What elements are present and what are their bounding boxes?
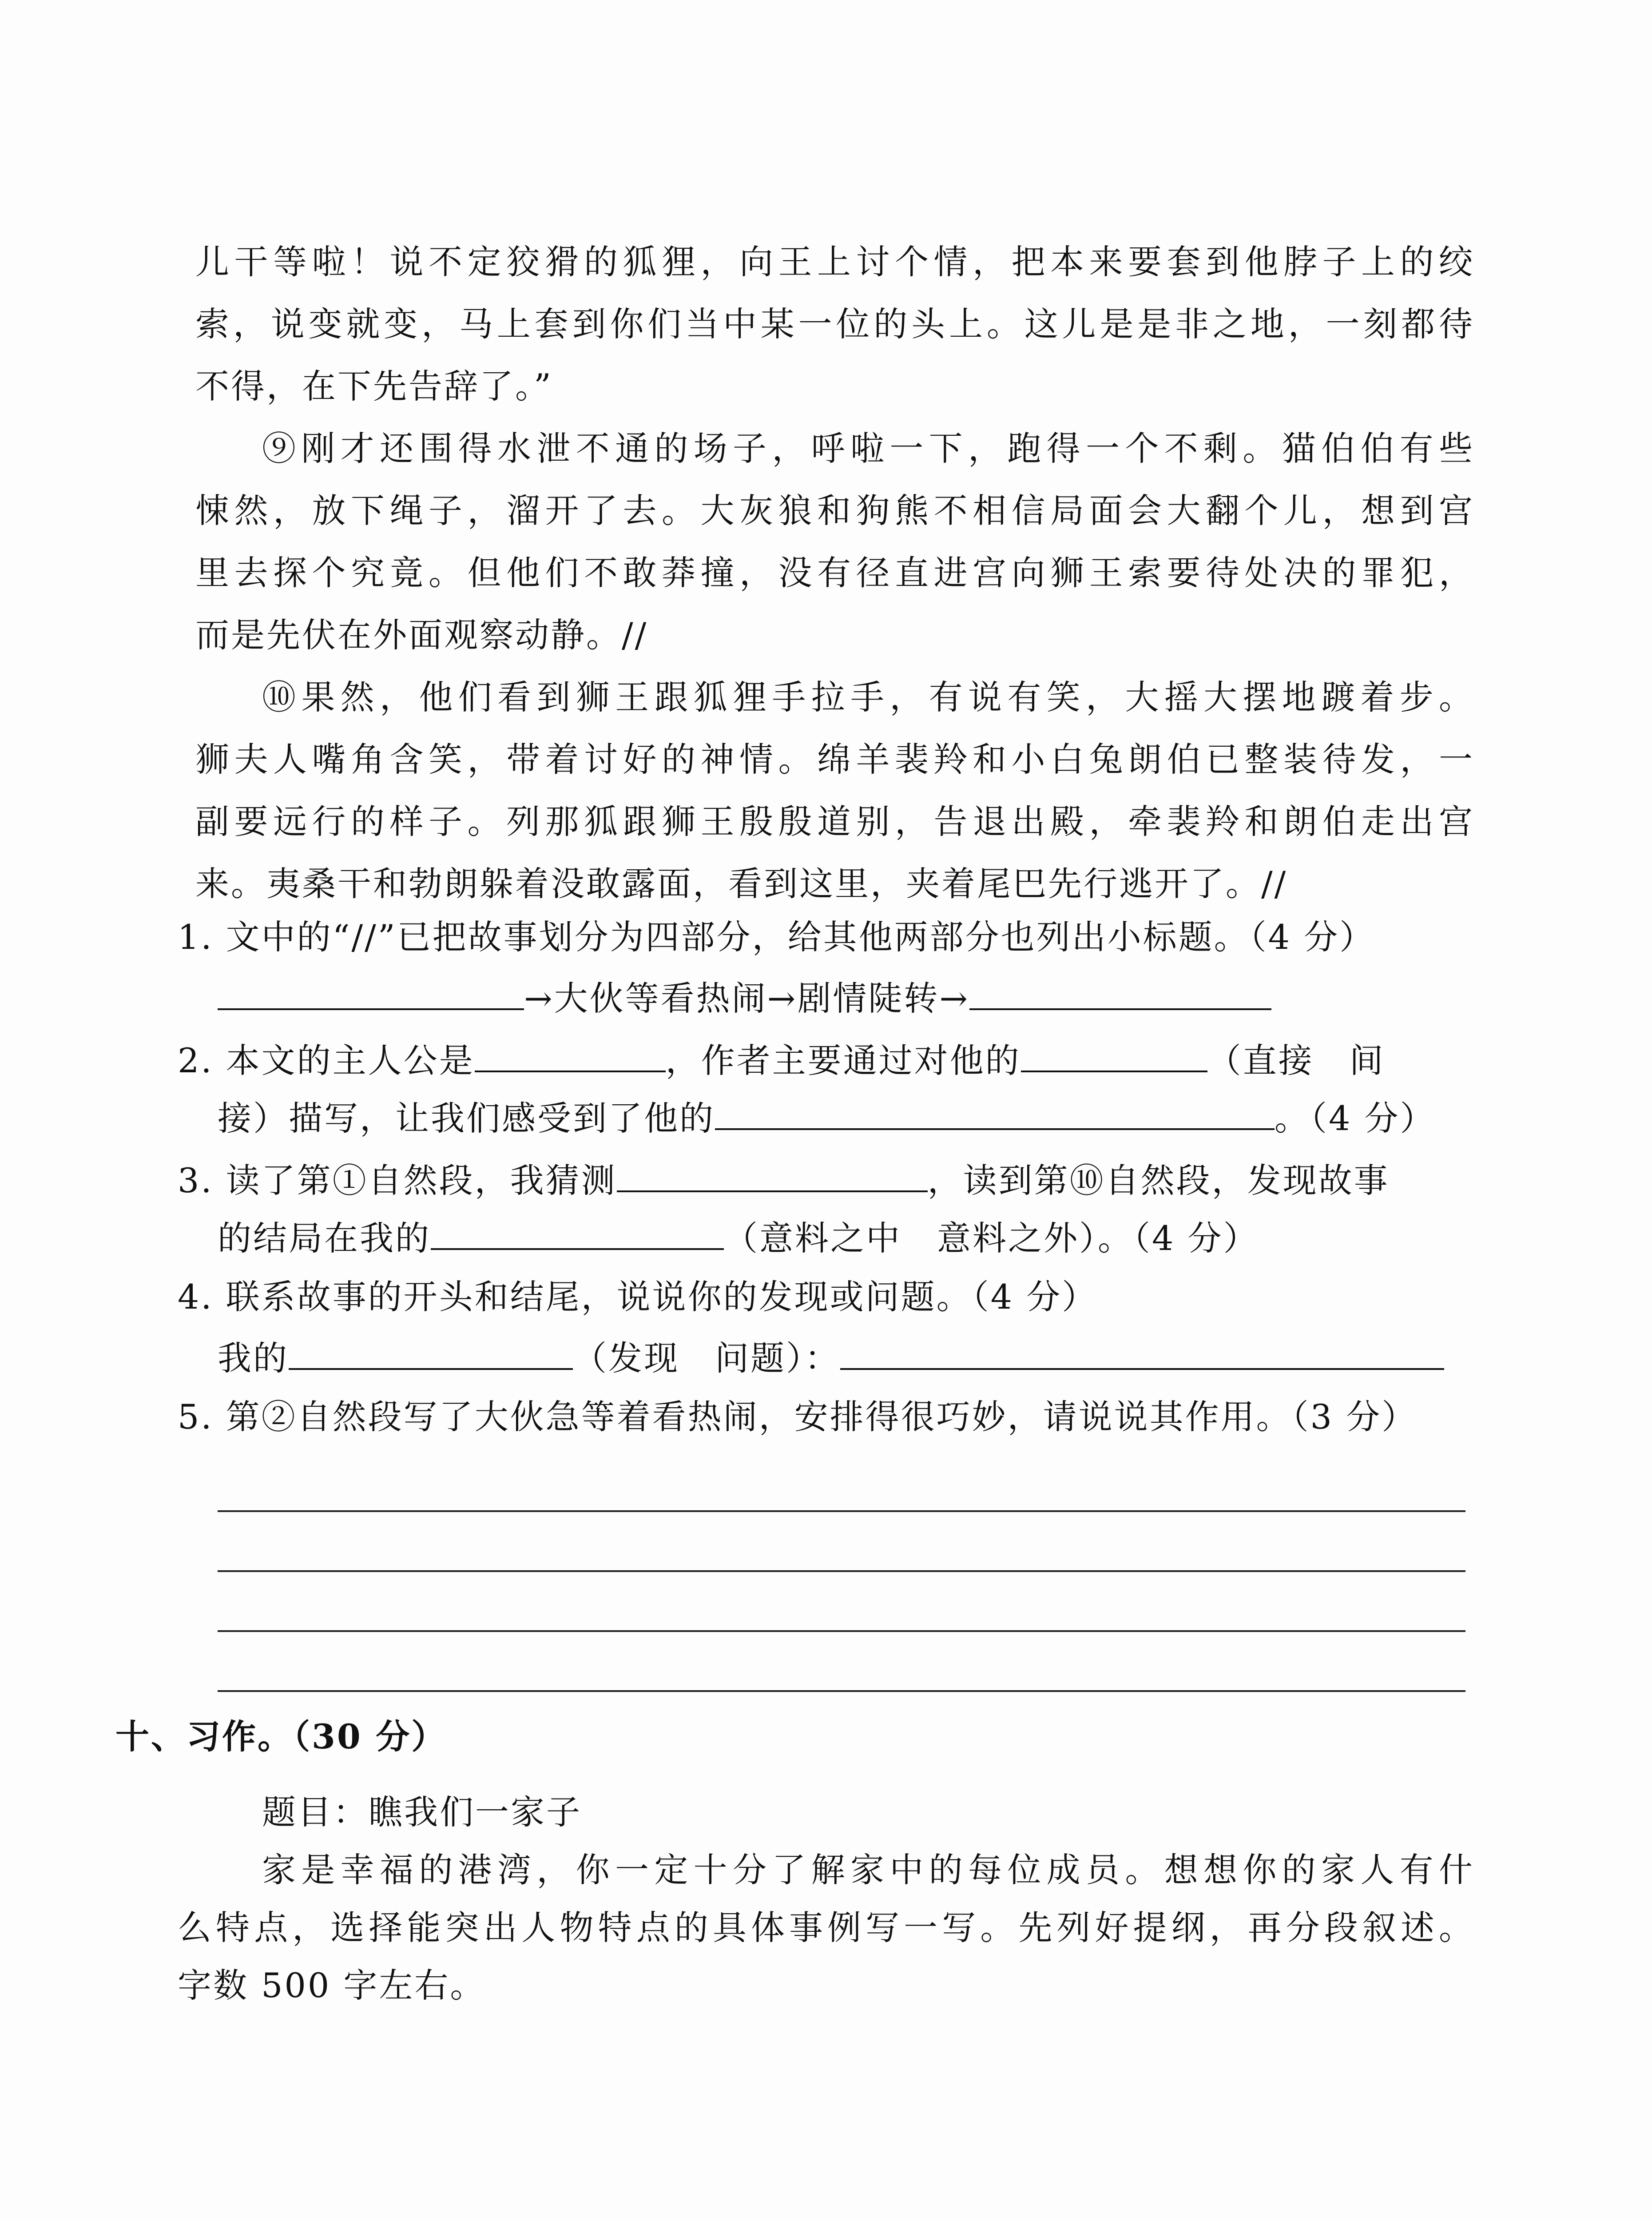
passage-line: 来。夷桑干和勃朗躲着没敢露面，看到这里，夹着尾巴先行逃开了。// [195, 864, 1288, 904]
question-2-line-2: 接）描写，让我们感受到了他的 。（4 分） [218, 1093, 1497, 1141]
answer-blank[interactable] [431, 1213, 724, 1250]
passage-line: 索，说变就变，马上套到你们当中某一位的头上。这儿是是非之地，一刻都待 [195, 304, 1474, 344]
answer-line[interactable] [218, 1690, 1465, 1692]
passage-line: 而是先伏在外面观察动静。// [195, 615, 648, 655]
answer-blank[interactable] [969, 973, 1271, 1010]
question-5-text: 5. 第②自然段写了大伙急等着看热闹，安排得很巧妙，请说说其作用。（3 分） [178, 1397, 1418, 1437]
passage-line: ⑩果然，他们看到狮王跟狐狸手拉手，有说有笑，大摇大摆地踱着步。 [262, 677, 1474, 717]
composition-desc-line: 字数 500 字左右。 [178, 1966, 486, 2005]
passage-line: 副要远行的样子。列那狐跟狮王殷殷道别，告退出殿，牵裴羚和朗伯走出宫 [195, 802, 1474, 841]
answer-blank[interactable] [1021, 1035, 1207, 1072]
answer-blank[interactable] [475, 1035, 666, 1072]
answer-blank[interactable] [289, 1333, 573, 1370]
question-2-line-1: 2. 本文的主人公是 ，作者主要通过对他的 （直接 间 [178, 1035, 1483, 1083]
question-1-middle: →大伙等看热闹→剧情陡转→ [524, 979, 970, 1018]
composition-desc-line: 家是幸福的港湾，你一定十分了解家中的每位成员。想想你的家人有什 [262, 1850, 1474, 1890]
question-4-answer-line: 我的 （发现 问题）： [218, 1333, 1497, 1381]
passage-line: 悚然，放下绳子，溜开了去。大灰狼和狗熊不相信局面会大翻个儿，想到宫 [195, 491, 1474, 530]
question-3-line-2: 的结局在我的 （意料之中 意料之外）。（4 分） [218, 1213, 1497, 1261]
section-heading: 十、习作。（30 分） [115, 1717, 447, 1756]
answer-blank[interactable] [715, 1093, 1275, 1130]
question-1-text: 1. 文中的“//”已把故事划分为四部分，给其他两部分也列出小标题。（4 分） [178, 917, 1375, 957]
answer-blank[interactable] [840, 1333, 1444, 1370]
question-1-answer-line [218, 973, 1497, 1021]
passage-line: 里去探个究竟。但他们不敢莽撞，没有径直进宫向狮王索要待处决的罪犯， [195, 553, 1474, 593]
answer-line[interactable] [218, 1510, 1465, 1512]
passage-line: ⑨刚才还围得水泄不通的场子，呼啦一下，跑得一个不剩。猫伯伯有些 [262, 429, 1474, 468]
composition-desc-line: 么特点，选择能突出人物特点的具体事例写一写。先列好提纲，再分段叙述。 [178, 1908, 1474, 1947]
question-3-line-1: 3. 读了第①自然段，我猜测 ，读到第⑩自然段，发现故事 [178, 1155, 1483, 1203]
passage-line: 不得，在下先告辞了。” [195, 366, 553, 406]
answer-blank[interactable] [218, 973, 524, 1010]
composition-topic: 题目：瞧我们一家子 [262, 1792, 582, 1832]
answer-line[interactable] [218, 1630, 1465, 1632]
passage-line: 狮夫人嘴角含笑，带着讨好的神情。绵羊裴羚和小白兔朗伯已整装待发，一 [195, 740, 1474, 779]
answer-line[interactable] [218, 1570, 1465, 1572]
passage-line: 儿干等啦！说不定狡猾的狐狸，向王上讨个情，把本来要套到他脖子上的绞 [195, 242, 1474, 282]
question-4-text: 4. 联系故事的开头和结尾，说说你的发现或问题。（4 分） [178, 1277, 1098, 1317]
answer-blank[interactable] [617, 1155, 928, 1192]
